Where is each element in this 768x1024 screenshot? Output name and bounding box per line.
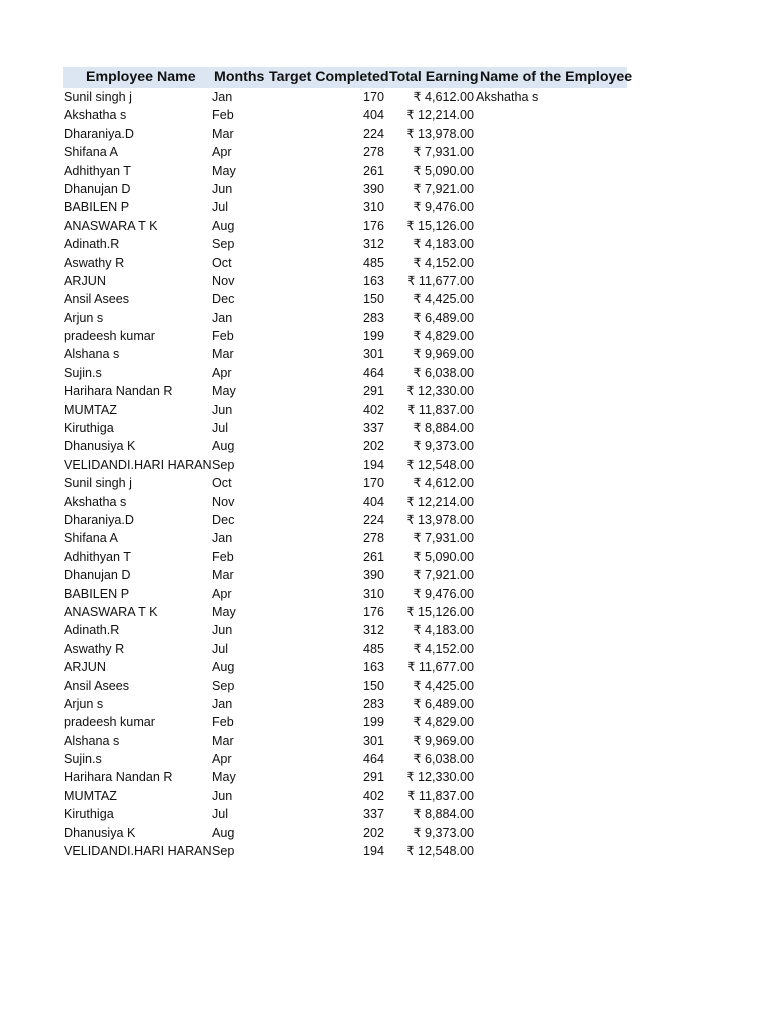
table-row [63, 493, 627, 511]
name-cell[interactable]: Alshana s [64, 733, 120, 748]
table-row [63, 529, 627, 547]
name-cell[interactable]: Arjun s [64, 696, 104, 711]
name-cell[interactable]: Sunil singh j [64, 476, 132, 491]
name-cell[interactable]: Akshatha s [64, 108, 127, 123]
month-cell[interactable]: Nov [212, 494, 235, 509]
target-cell[interactable]: 404 [362, 108, 384, 123]
month-cell[interactable]: Jun [212, 623, 233, 638]
table-row [63, 88, 627, 106]
month-cell[interactable]: May [212, 384, 236, 399]
month-cell[interactable]: Feb [212, 549, 234, 564]
month-cell[interactable]: Jan [212, 531, 233, 546]
month-cell[interactable]: Jul [212, 641, 229, 656]
earning-cell[interactable]: ₹ 4,152.00 [413, 641, 474, 656]
earning-cell[interactable]: ₹ 4,829.00 [413, 715, 474, 730]
target-cell[interactable]: 199 [362, 715, 384, 730]
name-cell[interactable]: Ansil Asees [64, 678, 130, 693]
earning-cell[interactable]: ₹ 7,931.00 [413, 531, 474, 546]
earning-cell[interactable]: ₹ 7,931.00 [413, 145, 474, 160]
name-cell[interactable]: Adinath.R [64, 623, 120, 638]
table-row [63, 842, 627, 860]
earning-cell[interactable]: ₹ 6,038.00 [413, 752, 474, 767]
month-cell[interactable]: Mar [212, 568, 234, 583]
month-cell[interactable]: Jul [212, 807, 229, 822]
target-cell[interactable]: 224 [362, 512, 384, 527]
target-cell[interactable]: 390 [362, 568, 384, 583]
table-row [63, 401, 627, 419]
month-cell[interactable]: May [212, 163, 236, 178]
table-row [63, 677, 627, 695]
target-cell[interactable]: 278 [362, 145, 384, 160]
earning-cell[interactable]: ₹ 13,978.00 [406, 512, 474, 527]
name-cell[interactable]: Dhanusiya K [64, 825, 136, 840]
table-row [63, 254, 627, 272]
table-row [63, 309, 627, 327]
table-row [63, 787, 627, 805]
name-cell[interactable]: Akshatha s [64, 494, 127, 509]
earning-cell[interactable]: ₹ 6,038.00 [413, 365, 474, 380]
target-cell[interactable]: 202 [362, 439, 384, 454]
month-cell[interactable]: Jan [212, 310, 233, 325]
name-cell[interactable]: Sujin.s [64, 752, 102, 767]
column-header-target-completed[interactable]: Target Completed [269, 69, 389, 85]
earning-cell[interactable]: ₹ 12,548.00 [406, 844, 474, 859]
target-cell[interactable]: 170 [362, 90, 384, 104]
month-cell[interactable]: Feb [212, 329, 234, 344]
table-row [63, 106, 627, 124]
table-row [63, 456, 627, 474]
table-row [63, 217, 627, 235]
name-cell[interactable]: Shifana A [64, 531, 118, 546]
month-cell[interactable]: Aug [212, 439, 235, 454]
target-cell[interactable]: 278 [362, 531, 384, 546]
month-cell[interactable]: Aug [212, 825, 235, 840]
target-cell[interactable]: 176 [362, 218, 384, 233]
month-cell[interactable]: Nov [212, 273, 235, 288]
earning-cell[interactable]: ₹ 8,884.00 [413, 421, 474, 436]
name-cell[interactable]: BABILEN P [64, 586, 130, 601]
month-cell[interactable]: Jul [212, 421, 229, 436]
name-cell[interactable]: VELIDANDI.HARI HARAN [64, 844, 212, 859]
lookup-result-cell[interactable]: Akshatha s [476, 90, 539, 104]
earning-cell[interactable]: ₹ 12,548.00 [406, 457, 474, 472]
table-row [63, 805, 627, 823]
month-cell[interactable]: May [212, 770, 236, 785]
name-cell[interactable]: Aswathy R [64, 255, 125, 270]
target-cell[interactable]: 170 [362, 476, 384, 491]
month-cell[interactable]: Dec [212, 512, 235, 527]
name-cell[interactable]: ARJUN [64, 660, 106, 675]
column-header-name-of-the-employee[interactable]: Name of the Employee [480, 69, 633, 85]
month-cell[interactable]: Dec [212, 292, 235, 307]
table-row [63, 511, 627, 529]
table-row [63, 585, 627, 603]
table-row [63, 824, 627, 842]
target-cell[interactable]: 464 [362, 365, 384, 380]
target-cell[interactable]: 176 [362, 604, 384, 619]
column-header-months[interactable]: Months [214, 69, 265, 85]
month-cell[interactable]: Aug [212, 660, 235, 675]
earning-cell[interactable]: ₹ 6,489.00 [413, 696, 474, 711]
table-header [63, 67, 633, 88]
earning-cell[interactable]: ₹ 9,373.00 [413, 439, 474, 454]
target-cell[interactable]: 390 [362, 181, 384, 196]
table-body [63, 88, 627, 860]
target-cell[interactable]: 337 [362, 807, 384, 822]
month-cell[interactable]: Jun [212, 181, 233, 196]
target-cell[interactable]: 150 [362, 292, 384, 307]
month-cell[interactable]: Feb [212, 108, 234, 123]
earning-cell[interactable]: ₹ 4,612.00 [413, 476, 474, 491]
name-cell[interactable]: MUMTAZ [64, 788, 117, 803]
earning-cell[interactable]: ₹ 5,090.00 [413, 549, 474, 564]
table-row [63, 732, 627, 750]
earning-cell[interactable]: ₹ 4,612.00 [413, 90, 474, 104]
earning-cell[interactable]: ₹ 11,677.00 [407, 273, 474, 288]
target-cell[interactable]: 485 [362, 641, 384, 656]
name-cell[interactable]: Arjun s [64, 310, 104, 325]
name-cell[interactable]: ANASWARA T K [64, 604, 158, 619]
column-header-employee-name[interactable]: Employee Name [86, 69, 196, 85]
month-cell[interactable]: Mar [212, 126, 234, 141]
table-row [63, 437, 627, 455]
earning-cell[interactable]: ₹ 4,183.00 [413, 623, 474, 638]
name-cell[interactable]: Dhanujan D [64, 181, 131, 196]
table-row [63, 162, 627, 180]
month-cell[interactable]: Jun [212, 788, 233, 803]
table-row [63, 290, 627, 308]
name-cell[interactable]: Dhanusiya K [64, 439, 136, 454]
month-cell[interactable]: Aug [212, 218, 235, 233]
earning-cell[interactable]: ₹ 7,921.00 [413, 181, 474, 196]
name-cell[interactable]: Alshana s [64, 347, 120, 362]
table-row [63, 198, 627, 216]
table-row [63, 750, 627, 768]
target-cell[interactable]: 194 [362, 457, 384, 472]
table-row [63, 474, 627, 492]
name-cell[interactable]: Harihara Nandan R [64, 770, 173, 785]
table-row [63, 364, 627, 382]
target-cell[interactable]: 312 [362, 237, 384, 252]
target-cell[interactable]: 464 [362, 752, 384, 767]
earning-cell[interactable]: ₹ 6,489.00 [413, 310, 474, 325]
earning-cell[interactable]: ₹ 12,330.00 [406, 384, 474, 399]
target-cell[interactable]: 199 [362, 329, 384, 344]
month-cell[interactable]: Apr [212, 145, 232, 160]
earning-cell[interactable]: ₹ 15,126.00 [406, 604, 474, 619]
earning-cell[interactable]: ₹ 11,837.00 [407, 788, 474, 803]
earning-cell[interactable]: ₹ 8,884.00 [413, 807, 474, 822]
target-cell[interactable]: 301 [362, 347, 384, 362]
name-cell[interactable]: Shifana A [64, 145, 118, 160]
table-row [63, 125, 627, 143]
month-cell[interactable]: Sep [212, 237, 235, 252]
target-cell[interactable]: 261 [362, 549, 384, 564]
table-row [63, 327, 627, 345]
name-cell[interactable]: Adhithyan T [64, 549, 131, 564]
month-cell[interactable]: Apr [212, 752, 232, 767]
table-row [63, 640, 627, 658]
name-cell[interactable]: pradeesh kumar [64, 329, 156, 344]
target-cell[interactable]: 310 [362, 586, 384, 601]
earning-cell[interactable]: ₹ 9,969.00 [413, 733, 474, 748]
month-cell[interactable]: Sep [212, 678, 235, 693]
name-cell[interactable]: pradeesh kumar [64, 715, 156, 730]
target-cell[interactable]: 163 [362, 273, 384, 288]
name-cell[interactable]: Adinath.R [64, 237, 120, 252]
name-cell[interactable]: Sunil singh j [64, 90, 132, 104]
table-row [63, 768, 627, 786]
table-row [63, 143, 627, 161]
month-cell[interactable]: Apr [212, 365, 232, 380]
target-cell[interactable]: 194 [362, 844, 384, 859]
target-cell[interactable]: 404 [362, 494, 384, 509]
target-cell[interactable]: 291 [362, 384, 384, 399]
table-row [63, 382, 627, 400]
name-cell[interactable]: Dharaniya.D [64, 126, 134, 141]
table-row [63, 180, 627, 198]
earning-cell[interactable]: ₹ 11,677.00 [407, 660, 474, 675]
name-cell[interactable]: Sujin.s [64, 365, 102, 380]
month-cell[interactable]: Jun [212, 402, 233, 417]
month-cell[interactable]: Sep [212, 457, 235, 472]
month-cell[interactable]: Feb [212, 715, 234, 730]
target-cell[interactable]: 261 [362, 163, 384, 178]
table-row [63, 713, 627, 731]
earning-cell[interactable]: ₹ 4,425.00 [413, 292, 474, 307]
earning-cell[interactable]: ₹ 9,476.00 [413, 586, 474, 601]
month-cell[interactable]: May [212, 604, 236, 619]
name-cell[interactable]: BABILEN P [64, 200, 130, 215]
earning-cell[interactable]: ₹ 5,090.00 [413, 163, 474, 178]
earning-cell[interactable]: ₹ 9,373.00 [413, 825, 474, 840]
name-cell[interactable]: ANASWARA T K [64, 218, 158, 233]
month-cell[interactable]: Oct [212, 476, 232, 491]
earning-cell[interactable]: ₹ 7,921.00 [413, 568, 474, 583]
target-cell[interactable]: 301 [362, 733, 384, 748]
month-cell[interactable]: Jul [212, 200, 229, 215]
table-row [63, 566, 627, 584]
target-cell[interactable]: 291 [362, 770, 384, 785]
table-row [63, 345, 627, 363]
earning-cell[interactable]: ₹ 4,829.00 [413, 329, 474, 344]
earning-cell[interactable]: ₹ 4,183.00 [413, 237, 474, 252]
table-row [63, 621, 627, 639]
target-cell[interactable]: 163 [362, 660, 384, 675]
table-row [63, 235, 627, 253]
name-cell[interactable]: Kiruthiga [64, 807, 114, 822]
table-row [63, 419, 627, 437]
column-header-total-earning[interactable]: Total Earning [389, 69, 479, 85]
earning-cell[interactable]: ₹ 13,978.00 [406, 126, 474, 141]
earning-cell[interactable]: ₹ 12,214.00 [406, 108, 474, 123]
employee-table [63, 67, 633, 860]
earning-cell[interactable]: ₹ 11,837.00 [407, 402, 474, 417]
target-cell[interactable]: 485 [362, 255, 384, 270]
earning-cell[interactable]: ₹ 15,126.00 [406, 218, 474, 233]
target-cell[interactable]: 310 [362, 200, 384, 215]
month-cell[interactable]: Mar [212, 347, 234, 362]
earning-cell[interactable]: ₹ 12,330.00 [406, 770, 474, 785]
month-cell[interactable]: Jan [212, 696, 233, 711]
earning-cell[interactable]: ₹ 9,969.00 [413, 347, 474, 362]
name-cell[interactable]: Dharaniya.D [64, 512, 134, 527]
table-row [63, 548, 627, 566]
name-cell[interactable]: MUMTAZ [64, 402, 117, 417]
month-cell[interactable]: Jan [212, 90, 233, 104]
month-cell[interactable]: Oct [212, 255, 232, 270]
earning-cell[interactable]: ₹ 12,214.00 [406, 494, 474, 509]
target-cell[interactable]: 312 [362, 623, 384, 638]
earning-cell[interactable]: ₹ 9,476.00 [413, 200, 474, 215]
target-cell[interactable]: 337 [362, 421, 384, 436]
name-cell[interactable]: Harihara Nandan R [64, 384, 173, 399]
target-cell[interactable]: 402 [362, 788, 384, 803]
name-cell[interactable]: VELIDANDI.HARI HARAN [64, 457, 212, 472]
month-cell[interactable]: Mar [212, 733, 234, 748]
earning-cell[interactable]: ₹ 4,425.00 [413, 678, 474, 693]
table-row [63, 603, 627, 621]
name-cell[interactable]: ARJUN [64, 273, 106, 288]
name-cell[interactable]: Aswathy R [64, 641, 125, 656]
target-cell[interactable]: 283 [362, 696, 384, 711]
table-row [63, 272, 627, 290]
month-cell[interactable]: Sep [212, 844, 235, 859]
name-cell[interactable]: Kiruthiga [64, 421, 114, 436]
target-cell[interactable]: 150 [362, 678, 384, 693]
target-cell[interactable]: 202 [362, 825, 384, 840]
name-cell[interactable]: Dhanujan D [64, 568, 131, 583]
table-row [63, 658, 627, 676]
earning-cell[interactable]: ₹ 4,152.00 [413, 255, 474, 270]
table-row [63, 695, 627, 713]
target-cell[interactable]: 224 [362, 126, 384, 141]
month-cell[interactable]: Apr [212, 586, 232, 601]
target-cell[interactable]: 283 [362, 310, 384, 325]
name-cell[interactable]: Adhithyan T [64, 163, 131, 178]
name-cell[interactable]: Ansil Asees [64, 292, 130, 307]
target-cell[interactable]: 402 [362, 402, 384, 417]
